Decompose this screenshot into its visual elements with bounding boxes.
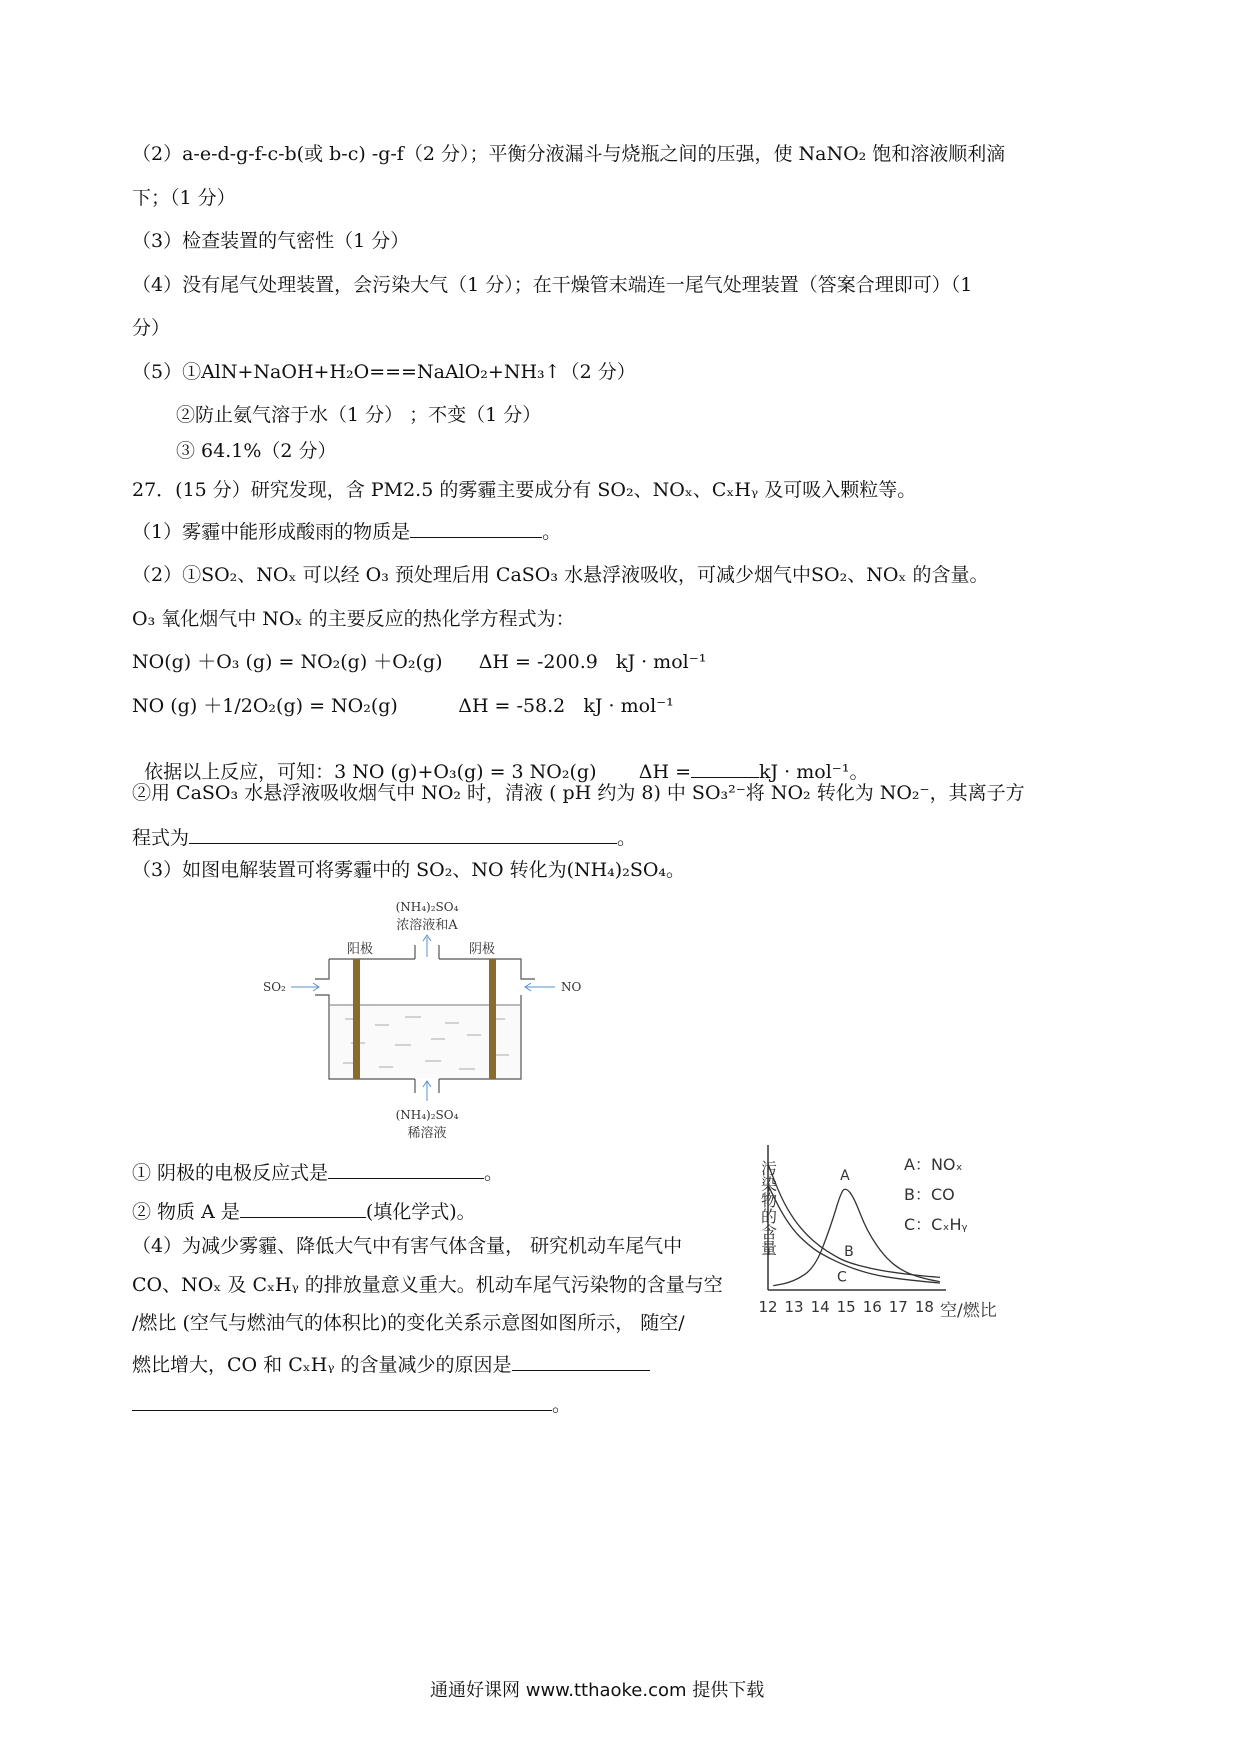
q27-part4-line4 bbox=[132, 1352, 650, 1375]
q27-part3-1 bbox=[132, 1160, 503, 1183]
series-label-B: B bbox=[844, 1244, 854, 1260]
answer-q3: （3）检查装置的气密性（1 分） bbox=[132, 230, 410, 252]
q27-intro: 27．(15 分）研究发现，含 PM2.5 的雾霾主要成分有 SO₂、NOₓ、CₓHᵧ 及可吸入颗粒等。 bbox=[132, 479, 917, 501]
so2-label: SO₂ bbox=[263, 980, 286, 994]
x-tick-label: 15 bbox=[836, 1298, 856, 1316]
x-tick-label: 16 bbox=[862, 1298, 882, 1316]
equation-3-text: 依据以上反应，可知：3 NO (g)+O₃(g) = 3 NO₂(g) ΔH = bbox=[144, 761, 692, 783]
answer-q2-line2: 下；（1 分） bbox=[132, 187, 236, 209]
footer: 通通好课网 www.tthaoke.com 提供下载 bbox=[430, 1680, 765, 1701]
x-tick-label: 13 bbox=[784, 1298, 804, 1316]
x-tick-label: 18 bbox=[914, 1298, 934, 1316]
q27-part4-line5 bbox=[132, 1392, 571, 1415]
series-label-C: C bbox=[836, 1269, 847, 1286]
bottom-label-1: (NH₄)₂SO₄ bbox=[395, 1108, 459, 1122]
pollutant-chart bbox=[740, 1140, 1010, 1330]
q27-part2b-line2 bbox=[132, 825, 636, 848]
legend-C: C：CₓHᵧ bbox=[904, 1215, 968, 1234]
q27-part2-line1: （2）①SO₂、NOₓ 可以经 O₃ 预处理后用 CaSO₃ 水悬浮液吸收，可减少烟气中SO₂、NOₓ 的含量。 bbox=[132, 564, 989, 586]
x-tick-label: 12 bbox=[758, 1298, 778, 1316]
equation-1: NO(g) ＋O₃ (g) = NO₂(g) ＋O₂(g) ΔH = -200.9 kJ · mol⁻¹ bbox=[132, 651, 707, 673]
q27-part4-line2: CO、NOₓ 及 CₓHᵧ 的排放量意义重大。机动车尾气污染物的含量与空 bbox=[132, 1274, 723, 1296]
period: 。 bbox=[617, 827, 637, 849]
cathode-electrode bbox=[489, 959, 496, 1079]
q27-part4-line3: /燃比 (空气与燃油气的体积比)的变化关系示意图如图所示， 随空/ bbox=[132, 1312, 685, 1334]
chart-ylabel: 污染物的含量 bbox=[758, 1160, 778, 1256]
q27-part4-text: 燃比增大，CO 和 CₓHᵧ 的含量减少的原因是 bbox=[132, 1354, 512, 1376]
answer-blank[interactable] bbox=[328, 1160, 484, 1179]
q27-part2-line2: O₃ 氧化烟气中 NOₓ 的主要反应的热化学方程式为： bbox=[132, 608, 575, 630]
q27-part1-text: （1）雾霾中能形成酸雨的物质是 bbox=[132, 521, 411, 543]
q27-part4-line1: （4）为减少雾霾、降低大气中有害气体含量， 研究机动车尾气中 bbox=[132, 1235, 683, 1257]
period: 。 bbox=[484, 1162, 504, 1184]
answer-blank[interactable] bbox=[132, 1392, 552, 1411]
period: 。 bbox=[542, 521, 562, 543]
answer-q4-line1: （4）没有尾气处理装置，会污染大气（1 分）；在干燥管末端连一尾气处理装置（答案合理即可）（1 bbox=[132, 274, 973, 296]
q27-part2b-line1: ②用 CaSO₃ 水悬浮液吸收烟气中 NO₂ 时，清液 ( pH 约为 8) 中 SO₃²⁻将 NO₂ 转化为 NO₂⁻，其离子方 bbox=[132, 782, 1025, 804]
q27-part1 bbox=[132, 519, 561, 542]
answer-blank[interactable] bbox=[240, 1199, 366, 1218]
answer-q5-1: （5）①AlN+NaOH+H₂O===NaAlO₂+NH₃↑（2 分） bbox=[132, 361, 636, 383]
answer-blank[interactable] bbox=[512, 1352, 650, 1371]
q27-part3: （3）如图电解装置可将雾霾中的 SO₂、NO 转化为(NH₄)₂SO₄。 bbox=[132, 859, 686, 881]
x-tick-label: 17 bbox=[888, 1298, 908, 1316]
chart-xlabel: 空/燃比 bbox=[940, 1301, 997, 1321]
anode-electrode bbox=[353, 959, 360, 1079]
q27-part3-2 bbox=[132, 1199, 476, 1222]
answer-q4-line2: 分） bbox=[132, 317, 171, 339]
answer-q5-3: ③ 64.1%（2 分） bbox=[176, 440, 337, 462]
answer-q5-2: ②防止氨气溶于水（1 分） ；不变（1 分） bbox=[176, 404, 542, 426]
answer-q2-line1: （2）a-e-d-g-f-c-b(或 b-c) -g-f（2 分）；平衡分液漏斗与烧瓶之间的压强，使 NaNO₂ 饱和溶液顺利滴 bbox=[132, 143, 1006, 165]
answer-blank[interactable] bbox=[410, 519, 542, 538]
equation-3 bbox=[132, 740, 868, 782]
q27-part3-1-text: ① 阴极的电极反应式是 bbox=[132, 1162, 329, 1184]
x-tick-label: 14 bbox=[810, 1298, 830, 1316]
equation-2: NO (g) ＋1/2O₂(g) = NO₂(g) ΔH = -58.2 kJ · mol⁻¹ bbox=[132, 695, 674, 717]
bottom-label-2: 稀溶液 bbox=[407, 1126, 447, 1141]
legend-A: A：NOₓ bbox=[904, 1155, 963, 1174]
q27-part3-2-suffix: (填化学式)。 bbox=[365, 1201, 476, 1223]
q27-part2b-text: 程式为 bbox=[132, 827, 190, 849]
answer-blank[interactable] bbox=[189, 825, 617, 844]
top-label-1: (NH₄)₂SO₄ bbox=[395, 900, 459, 914]
cathode-label: 阴极 bbox=[469, 942, 496, 957]
series-label-A: A bbox=[840, 1167, 850, 1184]
electrolysis-diagram bbox=[255, 895, 615, 1145]
top-label-2: 浓溶液和A bbox=[396, 918, 458, 933]
anode-label: 阳极 bbox=[347, 942, 374, 957]
equation-3-unit: kJ · mol⁻¹。 bbox=[759, 761, 869, 783]
legend-B: B：CO bbox=[904, 1185, 955, 1204]
period: 。 bbox=[552, 1394, 572, 1416]
no-label: NO bbox=[561, 980, 582, 994]
q27-part3-2-text: ② 物质 A 是 bbox=[132, 1201, 240, 1223]
answer-blank[interactable] bbox=[691, 759, 759, 778]
